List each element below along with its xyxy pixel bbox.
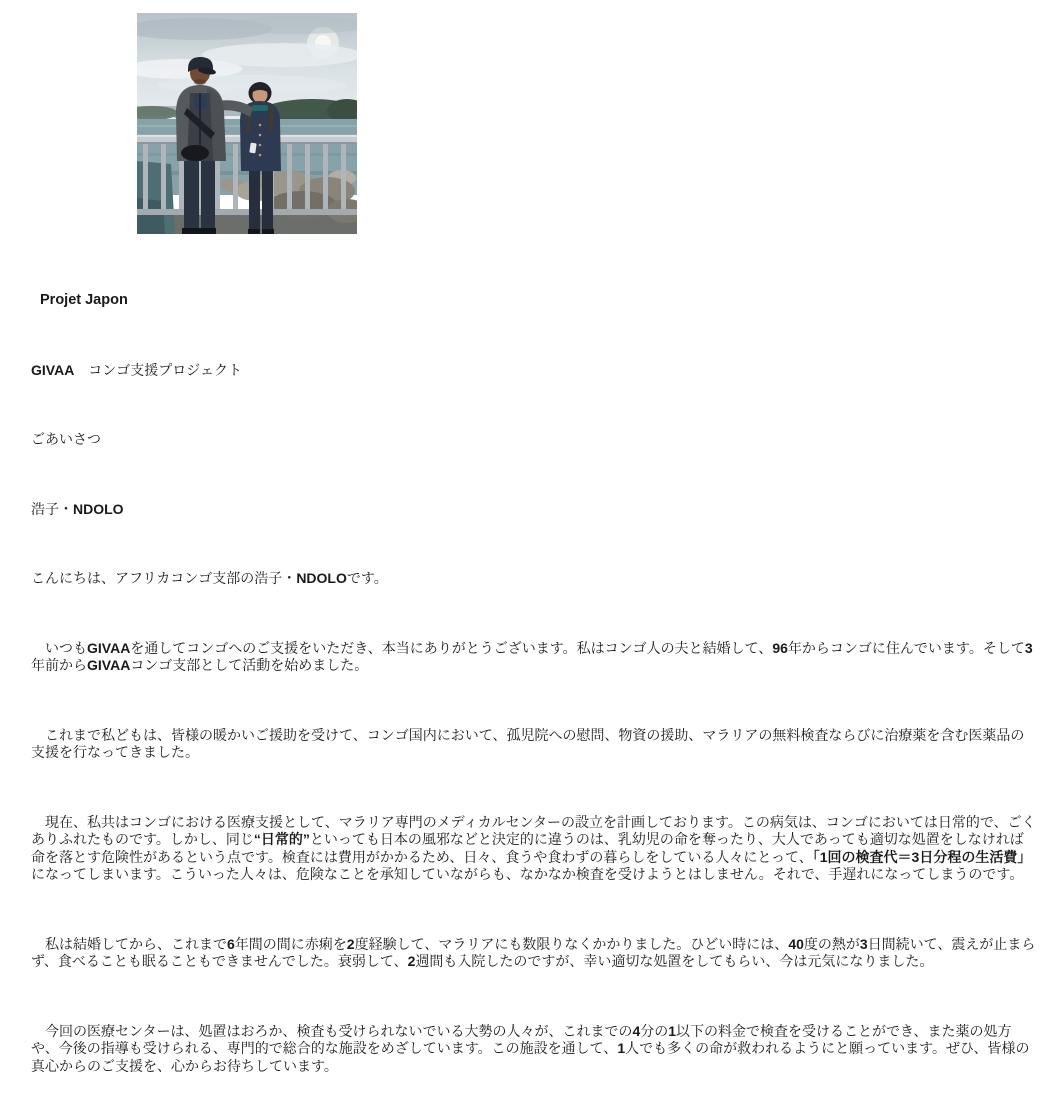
paragraph-medical-center-plan bbox=[31, 814, 1037, 884]
text-segment: 今回の医療センターは、処置はおろか、検査も受けられないでいる大勢の人々が、これまでの bbox=[31, 1022, 633, 1039]
text-segment: コンゴ支部として活動を始めました。 bbox=[130, 657, 369, 673]
text-segment: “日常的” bbox=[253, 831, 310, 847]
paragraph-past-activities bbox=[31, 727, 1037, 762]
text-segment: GIVAA bbox=[87, 639, 131, 656]
text-segment: 分の bbox=[640, 1022, 669, 1039]
text-segment: 4 bbox=[632, 1022, 641, 1039]
text-segment: を通してコンゴへのご支援をいただき、本当にありがとうございます。私はコンゴ人の夫と結婚して、 bbox=[130, 639, 773, 656]
text-segment: 度経験して、マラリアにも数限りなくかかりました。ひどい時には、 bbox=[354, 935, 789, 952]
paragraph-appeal bbox=[31, 1023, 1037, 1076]
text-segment: 40 bbox=[788, 935, 804, 952]
text-segment: GIVAA bbox=[87, 657, 131, 673]
text-segment: 3 bbox=[1024, 639, 1033, 656]
paragraph-thanks bbox=[31, 640, 1037, 675]
text-segment: 1 bbox=[617, 1040, 626, 1056]
text-segment: GIVAA bbox=[31, 361, 75, 378]
text-segment: 人でも多くの命が救われるようにと願っています。ぜひ、皆様の真心からのご支援を、心からお待ちしています。 bbox=[31, 1040, 1030, 1074]
text-segment: いつも bbox=[31, 639, 87, 656]
text-segment: 浩子・ bbox=[31, 500, 73, 517]
intro-line bbox=[31, 570, 1037, 588]
text-segment: ごあいさつ bbox=[31, 431, 101, 447]
photo-couple-lakeside bbox=[137, 13, 357, 234]
heading-givaa-project bbox=[31, 362, 1037, 380]
text-segment: NDOLO bbox=[296, 570, 347, 586]
text-segment: 6 bbox=[227, 935, 235, 952]
text-segment: 度の熱が bbox=[803, 935, 860, 952]
text-segment: 96 bbox=[772, 639, 788, 656]
text-segment: 年からコンゴに住んでいます。そして bbox=[787, 639, 1025, 656]
text-segment: 1 bbox=[668, 1022, 677, 1039]
heading-greeting bbox=[31, 431, 1037, 449]
heading-projet-japon bbox=[31, 292, 1037, 310]
text-segment: といっても日本の風邪などと決定的に違うのは、乳幼児の命を奪ったり、大人であっても適切な処置をしなければ命を落とす危険性があるという点です。検査には費用がかかるため、日々、食うや食わずの暮らしをしている人々にとって、 bbox=[31, 831, 1024, 865]
text-segment: Projet Japon bbox=[40, 292, 128, 308]
text-segment: 年間の間に赤痢を bbox=[234, 935, 347, 952]
text-segment: コンゴ支援プロジェクト bbox=[74, 361, 243, 378]
photo-illustration bbox=[137, 13, 357, 234]
text-segment: 週間も入院したのですが、幸い適切な処置をしてもらい、今は元気になりました。 bbox=[415, 953, 934, 969]
paragraph-personal-experience bbox=[31, 936, 1037, 971]
text-segment: 3 bbox=[859, 935, 868, 952]
text-segment: 以下の料金で検査を受けることができ、また薬の処方や、今後の指導も受けられる、専門的で総合的な施設をめざしています。この施設を通して、 bbox=[31, 1022, 1012, 1056]
heading-author-name bbox=[31, 501, 1037, 519]
text-segment: 「1回の検査代＝3日分程の生活費」 bbox=[812, 848, 1032, 865]
text-segment: 日間続いて、震えが止まらず、食べることも眠ることもできませんでした。衰弱して、 bbox=[31, 935, 1036, 969]
text-segment: になってしまいます。こういった人々は、危険なことを承知していながらも、なかなか検査を受けようとはしません。それで、手遅れになってしまうのです。 bbox=[31, 866, 1024, 882]
text-segment: NDOLO bbox=[73, 500, 124, 517]
text-segment: 私は結婚してから、これまで bbox=[31, 935, 227, 952]
text-segment: これまで私どもは、皆様の暖かいご援助を受けて、コンゴ国内において、孤児院への慰問、物資の援助、マラリアの無料検査ならびに治療薬を含む医薬品の支援を行なってきました。 bbox=[31, 726, 1025, 760]
text-segment: 2 bbox=[346, 935, 355, 952]
text-segment: です。 bbox=[346, 570, 388, 586]
text-segment: こんにちは、アフリカコンゴ支部の浩子・ bbox=[31, 570, 297, 586]
text-segment: 2 bbox=[407, 953, 416, 969]
text-segment: 年前から bbox=[31, 657, 87, 673]
text-segment: 現在、私共はコンゴにおける医療支援として、マラリア専門のメディカルセンターの設立を計画しております。この病気は、コンゴにおいては日常的で、ごくありふれたものです。しかし、同じ bbox=[31, 813, 1036, 847]
